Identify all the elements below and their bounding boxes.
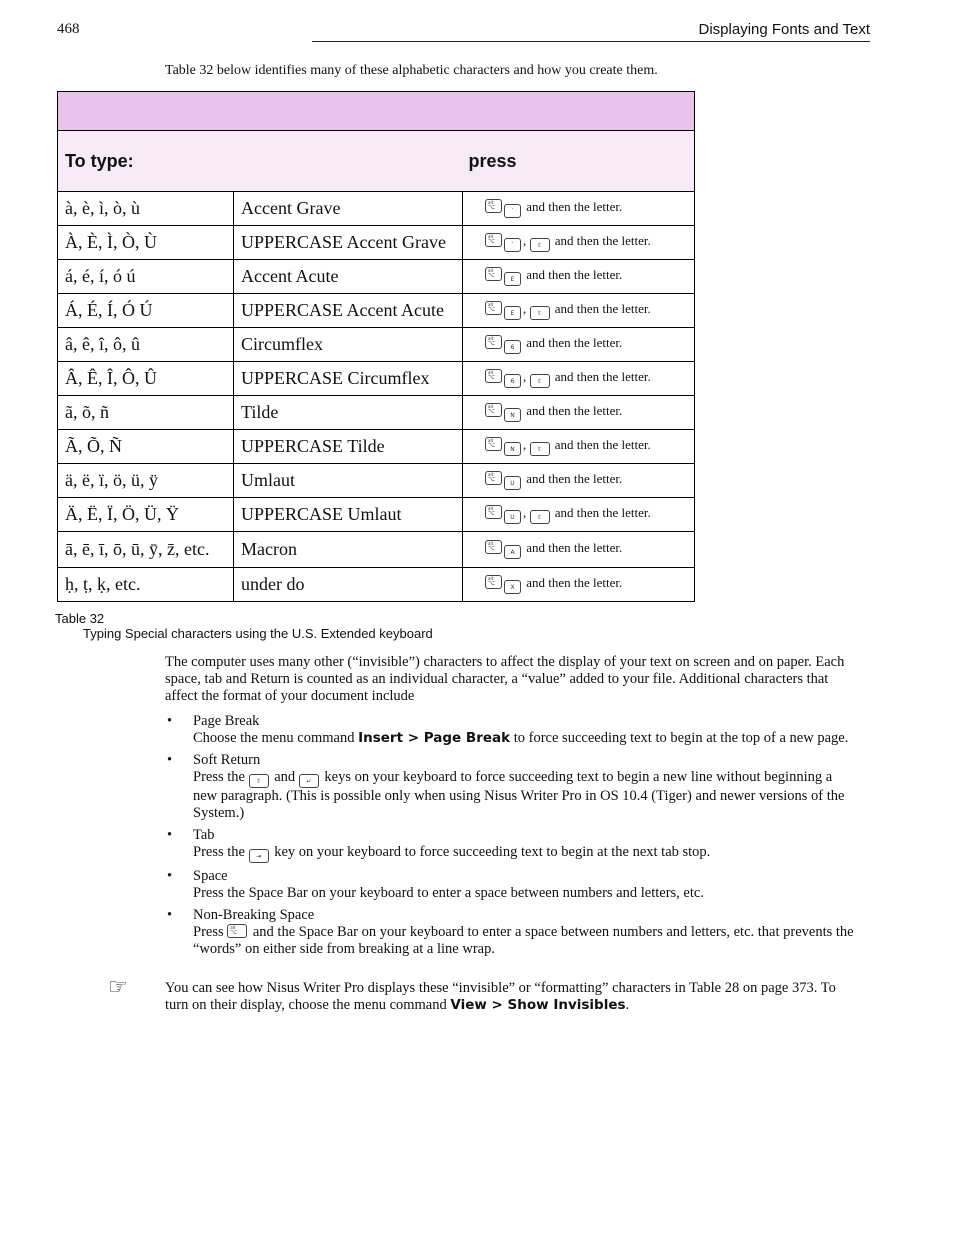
list-item xyxy=(165,907,855,958)
bullet-text: Press the ⇥ key on your keyboard to force succeeding text to begin at the next tab stop. xyxy=(193,844,855,863)
list-item xyxy=(165,713,855,747)
page-number: 468 xyxy=(57,21,80,37)
grave-key-icon: ` xyxy=(504,238,521,252)
option-key-icon xyxy=(485,575,502,589)
chars-cell: À, È, Ì, Ò, Ù xyxy=(58,226,234,260)
formatting-characters-list xyxy=(165,713,855,963)
chars-cell: ã, õ, ñ xyxy=(58,396,234,430)
keys-tail: and then the letter. xyxy=(526,335,623,350)
option-key-icon xyxy=(485,505,502,519)
name-cell: under do xyxy=(234,568,463,602)
table-caption-text: Typing Special characters using the U.S. Extended keyboard xyxy=(83,626,433,641)
bullet-text: Press the ⇧ and ↵ keys on your keyboard to force succeeding text to begin a new line without beginning a new paragraph. (This is possible only when using Nisus Writer Pro in OS 10.4 (Tiger) and newer versions of the System.) xyxy=(193,769,845,821)
bullet-title: • Space xyxy=(193,868,228,884)
shift-key-icon: ⇧ xyxy=(530,510,550,524)
name-cell: Accent Acute xyxy=(234,260,463,294)
option-key-icon xyxy=(485,403,502,417)
note-text: You can see how Nisus Writer Pro displays these “invisible” or “formatting” characters in Table 28 on page 373. To turn on their display, choose the menu command View > Show Invisibles. xyxy=(165,980,836,1013)
option-key-icon xyxy=(485,199,502,213)
name-cell: UPPERCASE Accent Grave xyxy=(234,226,463,260)
chars-cell: Â, Ê, Î, Ô, Û xyxy=(58,362,234,396)
keys-cell xyxy=(463,226,695,260)
name-cell: Tilde xyxy=(234,396,463,430)
keys-cell xyxy=(463,294,695,328)
chars-cell: â, ê, î, ô, û xyxy=(58,328,234,362)
comma: , xyxy=(523,505,527,520)
e-key-icon: E xyxy=(504,272,521,286)
header-rule xyxy=(312,41,870,42)
keys-tail: and then the letter. xyxy=(526,471,623,486)
table-header-row xyxy=(58,131,695,192)
chars-cell: ä, ë, ï, ö, ü, ÿ xyxy=(58,464,234,498)
shift-key-icon: ⇧ xyxy=(249,774,269,788)
tab-key-icon: ⇥ xyxy=(249,849,269,863)
comma: , xyxy=(523,301,527,316)
shift-key-icon: ⇧ xyxy=(530,306,550,320)
u-key-icon: U xyxy=(504,510,521,524)
option-key-icon xyxy=(485,267,502,281)
chars-cell: ā, ē, ī, ō, ū, ȳ, z̄, etc. xyxy=(58,532,234,568)
comma: , xyxy=(523,233,527,248)
header-to-type: To type: xyxy=(58,131,234,192)
bullet-text: Press the Space Bar on your keyboard to enter a space between numbers and letters, etc. xyxy=(193,885,704,901)
option-key-icon xyxy=(485,437,502,451)
option-key-icon xyxy=(485,369,502,383)
shift-key-icon: ⇧ xyxy=(530,374,550,388)
table-row xyxy=(58,192,695,226)
option-key-icon xyxy=(485,471,502,485)
list-item xyxy=(165,868,855,902)
u-key-icon: U xyxy=(504,476,521,490)
bullet-text: Choose the menu command Insert > Page Break to force succeeding text to begin at the top of a new page. xyxy=(193,730,849,746)
n-key-icon: N xyxy=(504,442,521,456)
header-press: press xyxy=(463,131,695,192)
keys-tail: and then the letter. xyxy=(526,540,623,555)
six-key-icon: 6 xyxy=(504,340,521,354)
table-row xyxy=(58,396,695,430)
special-characters-table xyxy=(57,91,695,602)
table-row xyxy=(58,464,695,498)
bullet-title: • Tab xyxy=(193,827,215,843)
keys-cell xyxy=(463,430,695,464)
table-title-band xyxy=(58,92,695,131)
option-key-icon xyxy=(485,233,502,247)
table-row xyxy=(58,532,695,568)
bullet-title: • Soft Return xyxy=(193,752,261,768)
shift-key-icon: ⇧ xyxy=(530,442,550,456)
keys-cell xyxy=(463,532,695,568)
keys-cell xyxy=(463,498,695,532)
running-header: Displaying Fonts and Text xyxy=(698,21,870,38)
keys-cell xyxy=(463,396,695,430)
return-key-icon: ↵ xyxy=(299,774,319,788)
table-row xyxy=(58,362,695,396)
option-key-icon xyxy=(227,924,247,938)
option-key-icon xyxy=(485,335,502,349)
body-paragraph: The computer uses many other (“invisible”) characters to affect the display of your text on screen and on paper. Each space, tab and Return is counted as an individual character, a “value” added to your file. Additional characters that affect the format of your document include xyxy=(165,654,845,704)
name-cell: UPPERCASE Tilde xyxy=(234,430,463,464)
e-key-icon: E xyxy=(504,306,521,320)
menu-command: Insert > Page Break xyxy=(358,730,511,746)
chars-cell: Ä, Ë, Ï, Ö, Ü, Ÿ xyxy=(58,498,234,532)
chars-cell: Ã, Õ, Ñ xyxy=(58,430,234,464)
keys-tail: and then the letter. xyxy=(554,369,651,384)
keys-tail: and then the letter. xyxy=(526,575,623,590)
chars-cell: ḥ, ṭ, ḳ, etc. xyxy=(58,568,234,602)
grave-key-icon: ` xyxy=(504,204,521,218)
a-key-icon: A xyxy=(504,545,521,559)
table-row xyxy=(58,294,695,328)
intro-paragraph: Table 32 below identifies many of these alphabetic characters and how you create them. xyxy=(165,63,658,78)
name-cell: UPPERCASE Accent Acute xyxy=(234,294,463,328)
name-cell: Accent Grave xyxy=(234,192,463,226)
bullet-title: • Page Break xyxy=(193,713,260,729)
pointing-hand-icon: ☞ xyxy=(108,975,128,1000)
name-cell: UPPERCASE Circumflex xyxy=(234,362,463,396)
table-row xyxy=(58,498,695,532)
x-key-icon: X xyxy=(504,580,521,594)
keys-cell xyxy=(463,328,695,362)
option-key-icon xyxy=(485,301,502,315)
shift-key-icon: ⇧ xyxy=(530,238,550,252)
name-cell: Circumflex xyxy=(234,328,463,362)
chars-cell: à, è, ì, ò, ù xyxy=(58,192,234,226)
table-row xyxy=(58,260,695,294)
list-item xyxy=(165,827,855,863)
keys-tail: and then the letter. xyxy=(526,267,623,282)
name-cell: Umlaut xyxy=(234,464,463,498)
n-key-icon: N xyxy=(504,408,521,422)
bullet-title: • Non-Breaking Space xyxy=(193,907,315,923)
list-item xyxy=(165,752,855,822)
keys-cell xyxy=(463,362,695,396)
keys-tail: and then the letter. xyxy=(554,437,651,452)
keys-cell xyxy=(463,464,695,498)
header-blank xyxy=(234,131,463,192)
option-key-icon xyxy=(485,540,502,554)
six-key-icon: 6 xyxy=(504,374,521,388)
name-cell: UPPERCASE Umlaut xyxy=(234,498,463,532)
keys-cell xyxy=(463,260,695,294)
comma: , xyxy=(523,437,527,452)
keys-cell xyxy=(463,192,695,226)
name-cell: Macron xyxy=(234,532,463,568)
keys-tail: and then the letter. xyxy=(554,233,651,248)
bullet-text: Press ⌥ alt and the Space Bar on your keyboard to enter a space between numbers and letters, etc. that prevents the “words” on either side from breaking at a line wrap. xyxy=(193,924,855,958)
chars-cell: Á, É, Í, Ó Ú xyxy=(58,294,234,328)
table-caption-label: Table 32 xyxy=(55,611,105,626)
keys-tail: and then the letter. xyxy=(526,199,623,214)
menu-command: View > Show Invisibles xyxy=(450,997,626,1013)
keys-tail: and then the letter. xyxy=(554,301,651,316)
keys-cell xyxy=(463,568,695,602)
keys-tail: and then the letter. xyxy=(526,403,623,418)
table-row xyxy=(58,226,695,260)
comma: , xyxy=(523,369,527,384)
table-row xyxy=(58,568,695,602)
keys-tail: and then the letter. xyxy=(554,505,651,520)
table-row xyxy=(58,328,695,362)
table-row xyxy=(58,430,695,464)
chars-cell: á, é, í, ó ú xyxy=(58,260,234,294)
